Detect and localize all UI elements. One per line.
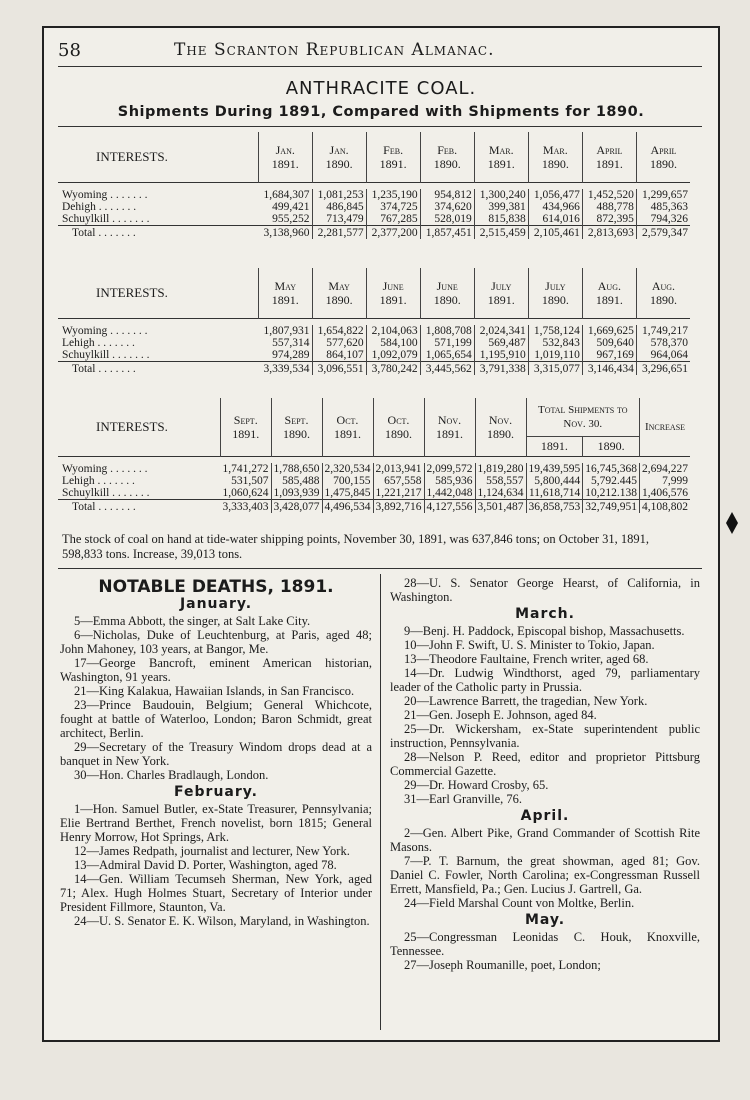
cell-value: 967,169 (582, 349, 636, 362)
total-value: 3,296,651 (636, 362, 690, 376)
cell-value: 557,314 (259, 337, 313, 349)
cell-value: 5,800,444 (526, 475, 583, 487)
total-value: 3,339,534 (259, 362, 313, 376)
cell-value: 954,812 (420, 189, 474, 201)
death-entry: 27—Joseph Roumanille, poet, London; (404, 958, 601, 972)
cell-value: 700,155 (322, 475, 373, 487)
total-value: 3,791,338 (474, 362, 528, 376)
deaths-title: NOTABLE DEATHS, 1891. (98, 577, 334, 597)
section-subtitle: Shipments During 1891, Compared with Shipments for 1890. (117, 104, 645, 120)
month-name: Sept. (233, 413, 258, 427)
cell-value: 1,081,253 (312, 189, 366, 201)
month-year: 1890. (433, 293, 461, 307)
cell-value: 499,421 (259, 201, 313, 213)
cell-value: 19,439,595 (526, 463, 583, 475)
cell-value: 1,019,110 (528, 349, 582, 362)
month-year: 1891. (436, 427, 463, 441)
month-header (271, 398, 322, 457)
stock-note: The stock of coal on hand at tide-water shipping points, November 30, 1891, was 637,846 tons; on October 31, 1891, 598,833 tons. Increase, 39,013 tons. (62, 532, 650, 561)
cell-value: 509,640 (582, 337, 636, 349)
month-year: 1890. (433, 157, 461, 171)
death-entry: 10—John F. Swift, U. S. Minister to Tokio, Japan. (404, 638, 655, 652)
total-shipments-header: Total Shipments to Nov. 30. (526, 398, 640, 436)
total-value: 3,146,434 (582, 362, 636, 376)
cell-value: 1,060,624 (221, 487, 272, 500)
month-header (259, 132, 313, 183)
month-name: July (491, 279, 512, 293)
coal-table-jan-apr (58, 132, 690, 239)
cell-value: 531,507 (221, 475, 272, 487)
month-year: 1891. (487, 157, 515, 171)
row-label: Lehigh . . . . . . . (62, 475, 135, 487)
cell-value: 11,618,714 (526, 487, 583, 500)
month-header (420, 132, 474, 183)
cell-value: 1,442,048 (424, 487, 475, 500)
cell-value: 488,778 (582, 201, 636, 213)
month-year: 1890. (541, 157, 569, 171)
death-entry: 13—Theodore Faultaine, French writer, aged 68. (404, 652, 649, 666)
cell-value: 528,019 (420, 213, 474, 226)
page-number: 58 (58, 40, 81, 61)
death-entry: 30—Hon. Charles Bradlaugh, London. (74, 768, 269, 782)
row-label: Wyoming . . . . . . . (62, 463, 148, 475)
month-year: 1891. (271, 293, 299, 307)
total-value: 32,749,951 (583, 500, 640, 514)
total-value: 1,857,451 (420, 226, 474, 240)
month-name: July (545, 279, 566, 293)
cell-value: 10,212.138 (583, 487, 640, 500)
total-value: 2,281,577 (312, 226, 366, 240)
death-entry: 28—Nelson P. Reed, editor and proprietor Pittsburg Commercial Gazette. (390, 750, 700, 778)
month-header (474, 268, 528, 319)
table-row (58, 337, 690, 349)
cell-value: 1,749,217 (642, 325, 688, 337)
cell-value: 585,488 (271, 475, 322, 487)
death-entry: 9—Benj. H. Paddock, Episcopal bishop, Massachusetts. (404, 624, 685, 638)
cell-value: 374,725 (366, 201, 420, 213)
cell-value: 2,104,063 (366, 325, 420, 337)
cell-value: 955,252 (259, 213, 313, 226)
month-header (221, 398, 272, 457)
total-value: 2,579,347 (636, 226, 690, 240)
death-entry: 2—Gen. Albert Pike, Grand Commander of Scottish Rite Masons. (390, 826, 700, 854)
deaths-right-column (390, 576, 700, 972)
death-entry: 29—Dr. Howard Crosby, 65. (404, 778, 549, 792)
month-year: 1890. (487, 427, 514, 441)
cell-value: 571,199 (420, 337, 474, 349)
cell-value: 1,235,190 (366, 189, 420, 201)
cell-value: 16,745,368 (583, 463, 640, 475)
row-label: Schuylkill . . . . . . . (62, 487, 150, 499)
cell-value: 794,326 (650, 213, 688, 225)
month-header (582, 268, 636, 319)
month-heading: February. (174, 784, 258, 800)
table-row (58, 213, 690, 226)
death-entry: 20—Lawrence Barrett, the tragedian, New York. (404, 694, 648, 708)
month-name: Sept. (284, 413, 309, 427)
deaths-top-rule (58, 568, 702, 569)
death-entry: 21—Gen. Joseph E. Johnson, aged 84. (404, 708, 597, 722)
month-header (528, 268, 582, 319)
deaths-left-column (60, 576, 372, 928)
cell-value: 585,936 (424, 475, 475, 487)
cell-value: 2,099,572 (424, 463, 475, 475)
month-name: Aug. (651, 279, 676, 293)
month-heading: January. (179, 596, 253, 612)
table-row (58, 189, 690, 201)
month-name: April (596, 143, 623, 157)
month-header (582, 132, 636, 183)
cell-value: 1,758,124 (528, 325, 582, 337)
row-label: Dehigh . . . . . . . (62, 201, 137, 213)
row-label: Wyoming . . . . . . . (62, 189, 148, 201)
total-value: 2,105,461 (528, 226, 582, 240)
increase-header: Increase (644, 421, 686, 433)
death-entry: 21—King Kalakua, Hawaiian Islands, in San Francisco. (74, 684, 355, 698)
month-header (420, 268, 474, 319)
month-header (366, 132, 420, 183)
cell-value: 486,845 (312, 201, 366, 213)
coal-table-sep-nov (58, 398, 690, 513)
cell-value: 1,684,307 (259, 189, 313, 201)
month-year: 1891. (334, 427, 361, 441)
cell-value: 578,370 (650, 337, 688, 349)
cell-value: 713,479 (312, 213, 366, 226)
row-label: Schuylkill . . . . . . . (62, 213, 150, 225)
month-name: Mar. (542, 143, 568, 157)
total-value: 3,315,077 (528, 362, 582, 376)
total-row (58, 500, 690, 514)
death-entry: 12—James Redpath, journalist and lecturer, New York. (74, 844, 350, 858)
month-year: 1891. (379, 157, 407, 171)
table-row (58, 463, 690, 475)
cell-value: 5,792.445 (583, 475, 640, 487)
table-top-rule (58, 126, 702, 127)
month-heading: March. (515, 606, 575, 622)
death-entry: 24—U. S. Senator E. K. Wilson, Maryland, in Washington. (74, 914, 370, 928)
death-entry: 6—Nicholas, Duke of Leuchtenburg, at Paris, aged 48; John Mahoney, 103 years, at Bangor, Me. (60, 628, 372, 656)
cell-value: 558,557 (475, 475, 526, 487)
cell-value: 584,100 (366, 337, 420, 349)
cell-value: 1,093,939 (271, 487, 322, 500)
cell-value: 767,285 (366, 213, 420, 226)
month-year: 1890. (325, 157, 353, 171)
cell-value: 1,741,272 (221, 463, 272, 475)
death-entry: 28—U. S. Senator George Hearst, of California, in Washington. (390, 576, 700, 604)
death-entry: 25—Congressman Leonidas C. Houk, Knoxville, Tennessee. (390, 930, 700, 958)
total-label: Total . . . . . . . (58, 362, 259, 376)
cell-value: 1,299,657 (642, 189, 688, 201)
coal-table-may-aug (58, 268, 690, 375)
month-year: 1890. (541, 293, 569, 307)
cell-value: 1,807,931 (259, 325, 313, 337)
total-value: 3,333,403 (221, 500, 272, 514)
cell-value: 815,838 (474, 213, 528, 226)
table-row (58, 325, 690, 337)
month-name: Feb. (437, 143, 458, 157)
row-label: Lehigh . . . . . . . (62, 337, 135, 349)
total-value: 3,428,077 (271, 500, 322, 514)
section-title: ANTHRACITE COAL. (285, 78, 477, 99)
cell-value: 1,669,625 (582, 325, 636, 337)
total-value: 3,138,960 (259, 226, 313, 240)
month-year: 1890. (649, 293, 677, 307)
month-name: Oct. (336, 413, 359, 427)
death-entry: 13—Admiral David D. Porter, Washington, aged 78. (74, 858, 337, 872)
cell-value: 2,694,227 (642, 463, 688, 475)
month-name: Oct. (387, 413, 410, 427)
interests-header: INTERESTS. (58, 268, 259, 319)
month-year: 1890. (283, 427, 310, 441)
month-year: 1890. (325, 293, 353, 307)
cell-value: 864,107 (312, 349, 366, 362)
month-year: 1891. (487, 293, 515, 307)
total-value: 3,096,551 (312, 362, 366, 376)
month-header (475, 398, 526, 457)
month-header (528, 132, 582, 183)
month-year: 1891. (232, 427, 260, 441)
cell-value: 7,999 (662, 475, 688, 487)
cell-value: 399,381 (474, 201, 528, 213)
month-name: June (382, 279, 404, 293)
total-value: 2,515,459 (474, 226, 528, 240)
month-header (312, 268, 366, 319)
cell-value: 532,843 (528, 337, 582, 349)
month-heading: May. (524, 912, 566, 928)
total-value: 4,127,556 (424, 500, 475, 514)
month-name: May (274, 279, 297, 293)
binding-hole-mark (726, 512, 738, 534)
month-header (312, 132, 366, 183)
death-entry: 29—Secretary of the Treasury Windom drops dead at a banquet in New York. (60, 740, 372, 768)
month-year: 1891. (595, 157, 623, 171)
month-name: Nov. (488, 413, 513, 427)
cell-value: 1,808,708 (420, 325, 474, 337)
month-heading: April. (520, 808, 570, 824)
total-value: 2,813,693 (582, 226, 636, 240)
month-header (474, 132, 528, 183)
row-label: Schuylkill . . . . . . . (62, 349, 150, 361)
month-header (259, 268, 313, 319)
cell-value: 1,475,845 (322, 487, 373, 500)
table-row (58, 201, 690, 213)
cell-value: 1,124,634 (475, 487, 526, 500)
cell-value: 485,363 (650, 201, 688, 213)
total-value: 3,445,562 (420, 362, 474, 376)
cell-value: 974,289 (259, 349, 313, 362)
total-label: Total . . . . . . . (58, 500, 221, 514)
total-year-header: 1890. (583, 436, 640, 456)
cell-value: 1,654,822 (312, 325, 366, 337)
cell-value: 374,620 (420, 201, 474, 213)
death-entry: 14—Gen. William Tecumseh Sherman, New York, aged 71; Alex. Hugh Holmes Stuart, Secretary of Interior under President Fillmore, Staunton, Va. (60, 872, 372, 914)
death-entry: 31—Earl Granville, 76. (404, 792, 523, 806)
running-head: The Scranton Republican Almanac. (174, 40, 495, 60)
cell-value: 1,056,477 (528, 189, 582, 201)
month-name: June (436, 279, 458, 293)
month-name: Jan. (329, 143, 349, 157)
month-header (636, 132, 690, 183)
month-year: 1891. (271, 157, 299, 171)
cell-value: 1,221,217 (373, 487, 424, 500)
death-entry: 14—Dr. Ludwig Windthorst, aged 79, parliamentary leader of the Catholic party in Prussia. (390, 666, 700, 694)
death-entry: 5—Emma Abbott, the singer, at Salt Lake City. (74, 614, 311, 628)
cell-value: 1,406,576 (642, 487, 688, 499)
cell-value: 2,024,341 (474, 325, 528, 337)
death-entry: 24—Field Marshal Count von Moltke, Berlin. (404, 896, 635, 910)
month-header (322, 398, 373, 457)
total-value: 3,780,242 (366, 362, 420, 376)
month-header (636, 268, 690, 319)
death-entry: 7—P. T. Barnum, the great showman, aged 81; Gov. Daniel C. Fowler, North Carolina; ex-Congressman Russell Errett, Mansfield, Pa.; Gen. Lucius J. Gartrell, Ga. (390, 854, 700, 896)
cell-value: 872,395 (582, 213, 636, 226)
month-header (366, 268, 420, 319)
month-name: Nov. (437, 413, 462, 427)
total-value: 4,496,534 (322, 500, 373, 514)
total-value: 3,501,487 (475, 500, 526, 514)
cell-value: 1,788,650 (271, 463, 322, 475)
cell-value: 577,620 (312, 337, 366, 349)
cell-value: 569,487 (474, 337, 528, 349)
head-rule (58, 66, 702, 67)
month-name: Feb. (383, 143, 404, 157)
total-value: 36,858,753 (526, 500, 583, 514)
total-value: 4,108,802 (640, 500, 691, 514)
cell-value: 1,195,910 (474, 349, 528, 362)
cell-value: 2,320,534 (322, 463, 373, 475)
cell-value: 657,558 (373, 475, 424, 487)
row-label: Wyoming . . . . . . . (62, 325, 148, 337)
table-row (58, 349, 690, 362)
month-name: Jan. (275, 143, 295, 157)
month-year: 1891. (595, 293, 623, 307)
cell-value: 1,819,280 (475, 463, 526, 475)
total-value: 2,377,200 (366, 226, 420, 240)
death-entry: 1—Hon. Samuel Butler, ex-State Treasurer, Pennsylvania; Elie Bertrand Berthet, French novelist, born 1815; General Henry Morrow, Hot Springs, Ark. (60, 802, 372, 844)
cell-value: 1,092,079 (366, 349, 420, 362)
month-year: 1891. (379, 293, 407, 307)
death-entry: 25—Dr. Wickersham, ex-State superintendent public instruction, Pennsylvania. (390, 722, 700, 750)
death-entry: 17—George Bancroft, eminent American historian, Washington, 91 years. (60, 656, 372, 684)
table-row (58, 475, 690, 487)
total-row (58, 226, 690, 240)
month-header (424, 398, 475, 457)
cell-value: 1,065,654 (420, 349, 474, 362)
almanac-page (42, 26, 720, 1042)
total-row (58, 362, 690, 376)
month-year: 1890. (385, 427, 412, 441)
month-name: April (650, 143, 677, 157)
cell-value: 1,300,240 (474, 189, 528, 201)
cell-value: 2,013,941 (373, 463, 424, 475)
cell-value: 434,966 (528, 201, 582, 213)
month-header (373, 398, 424, 457)
cell-value: 614,016 (528, 213, 582, 226)
total-value: 3,892,716 (373, 500, 424, 514)
month-name: Aug. (597, 279, 621, 293)
interests-header: INTERESTS. (58, 398, 221, 457)
death-entry: 23—Prince Baudouin, Belgium; General Whichcote, fought at battle of Waterloo, London; Baron Schmidt, great architect, Berlin. (60, 698, 372, 740)
total-year-header: 1891. (526, 436, 583, 456)
month-year: 1890. (649, 157, 677, 171)
cell-value: 964,064 (650, 349, 688, 361)
cell-value: 1,452,520 (582, 189, 636, 201)
table-row (58, 487, 690, 500)
month-name: Mar. (488, 143, 514, 157)
month-name: May (328, 279, 350, 293)
column-divider (380, 574, 381, 1030)
interests-header: INTERESTS. (58, 132, 259, 183)
total-label: Total . . . . . . . (58, 226, 259, 240)
